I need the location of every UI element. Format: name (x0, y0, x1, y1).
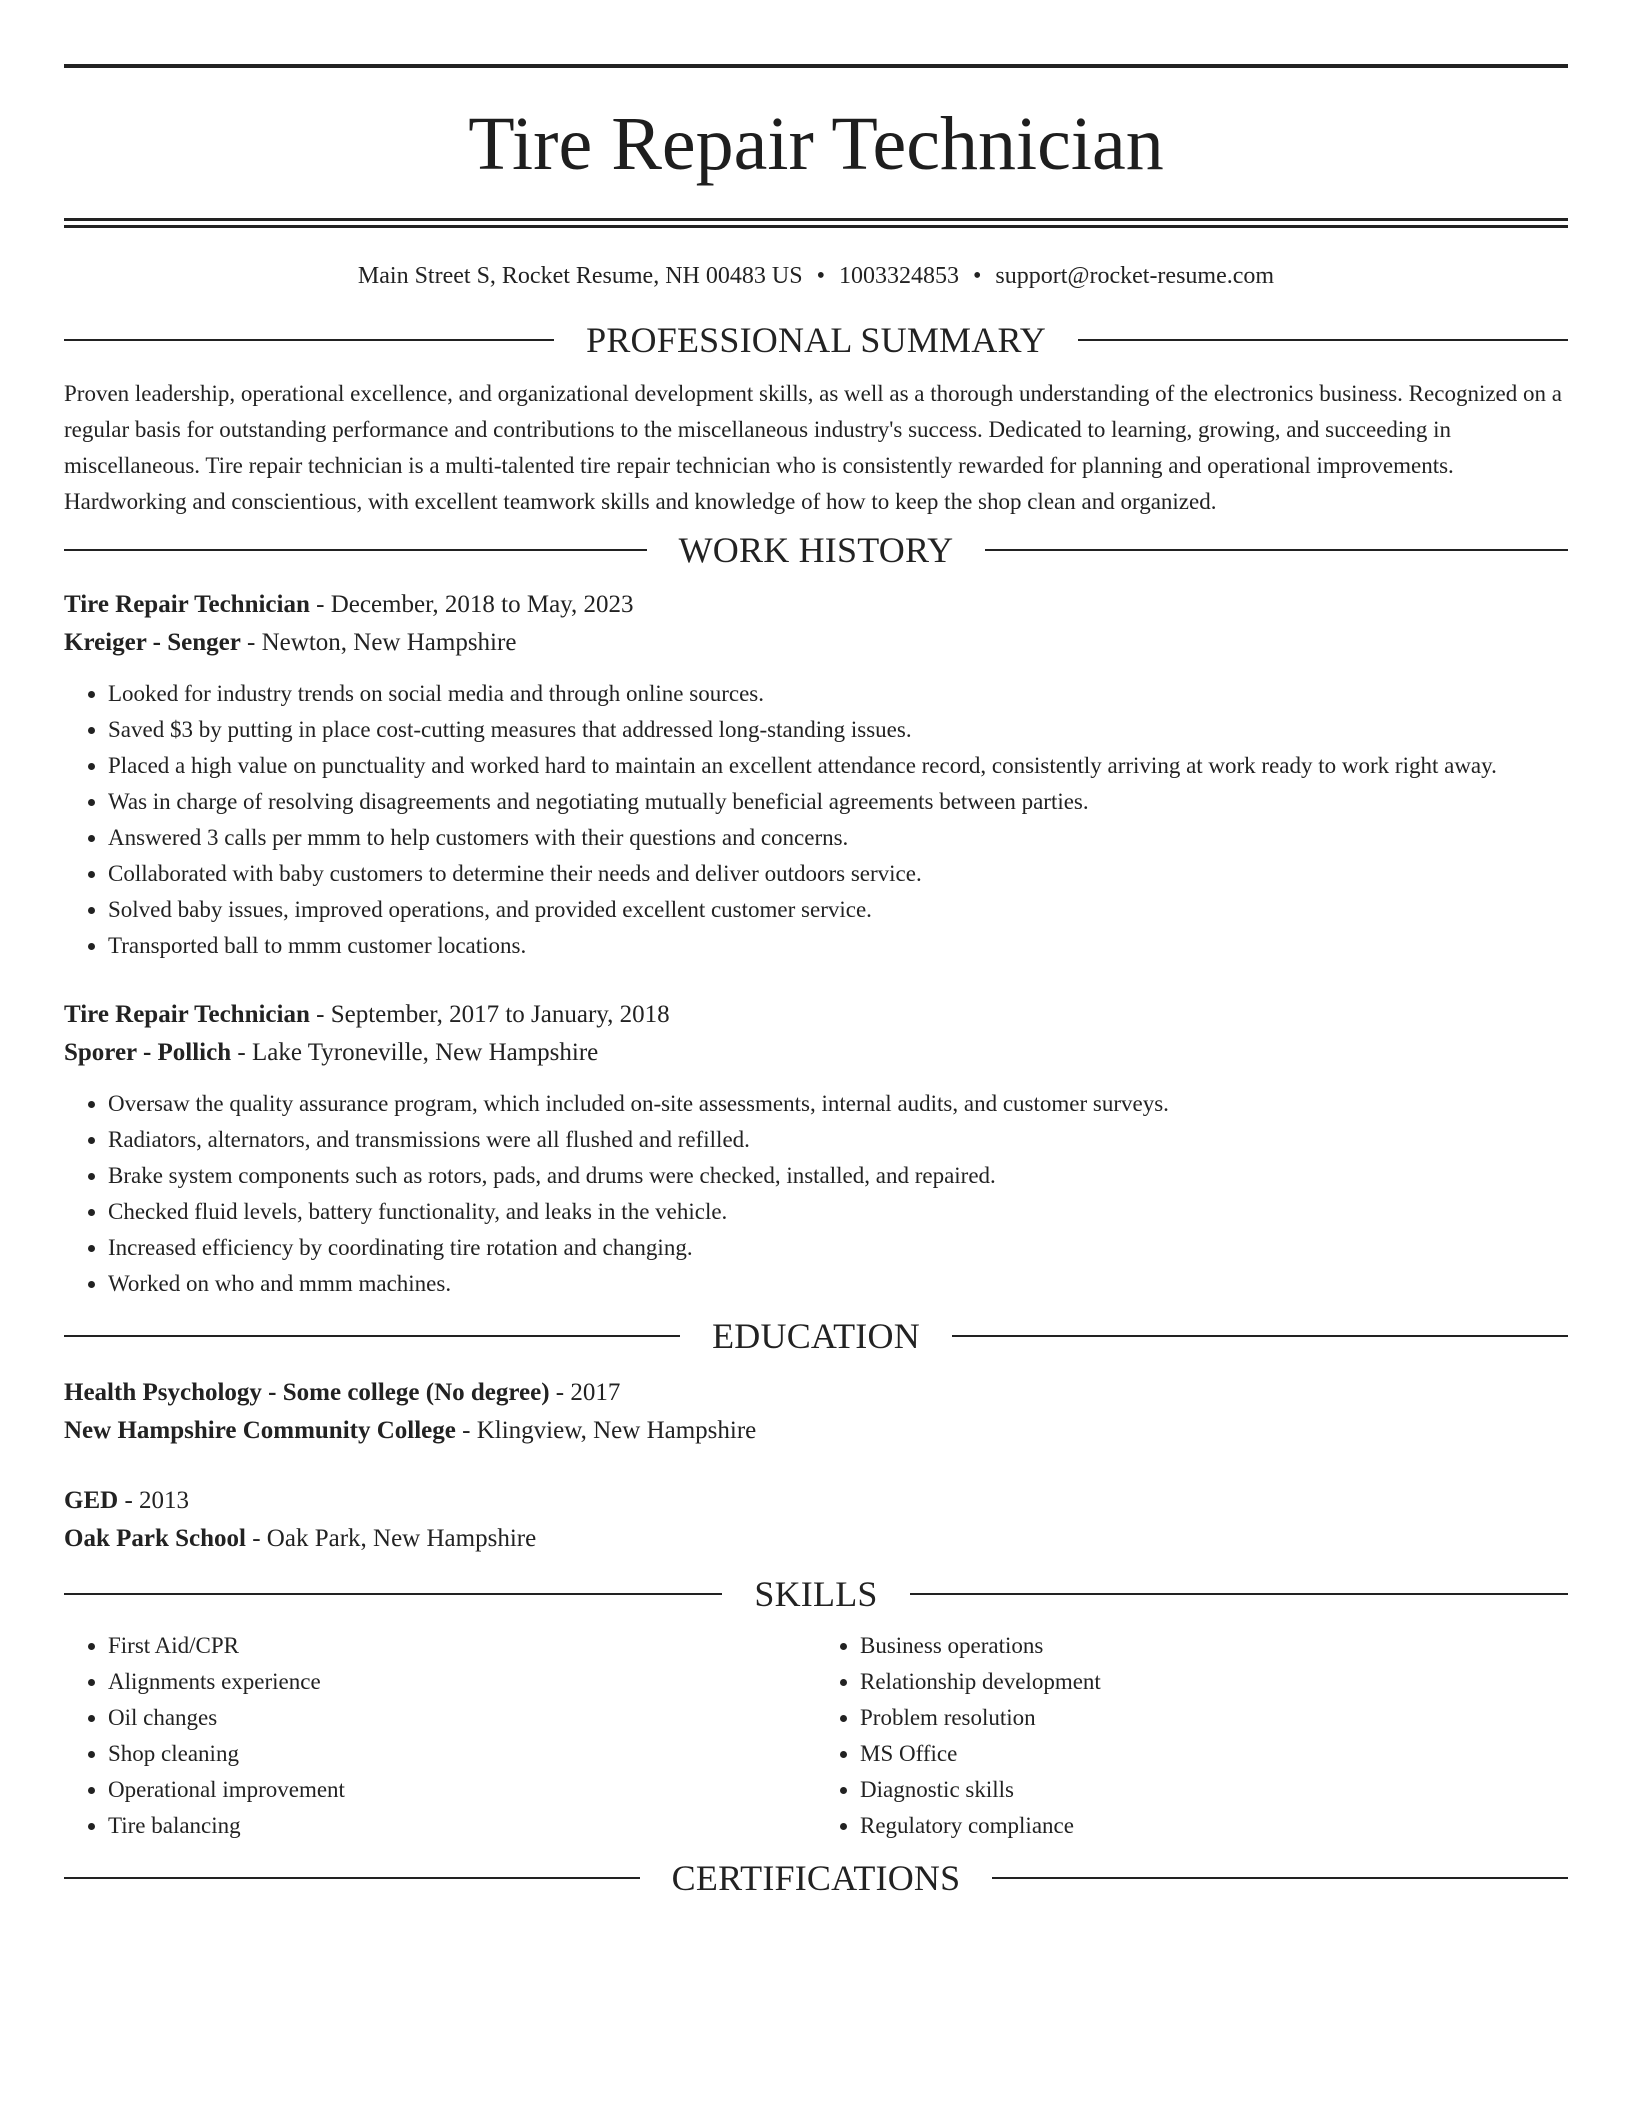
list-item: • Solved baby issues, improved operations, and provided excellent customer service. (108, 892, 1568, 928)
skill-item: • Diagnostic skills (860, 1772, 1568, 1808)
skills-grid (64, 1628, 1568, 1844)
contact-separator: • (816, 263, 825, 289)
heading-rule-right (910, 1593, 1568, 1595)
heading-rule-right (1078, 339, 1568, 341)
list-item: • Transported ball to mmm customer locations. (108, 928, 1568, 964)
skill-item: • Relationship development (860, 1664, 1568, 1700)
skill-item: • Tire balancing (108, 1808, 816, 1844)
skill-item: • Oil changes (108, 1700, 816, 1736)
list-item: • Oversaw the quality assurance program, which included on-site assessments, internal audits, and customer surveys. (108, 1086, 1568, 1122)
skill-item: • First Aid/CPR (108, 1628, 816, 1664)
section-title-summary: PROFESSIONAL SUMMARY (586, 320, 1046, 360)
education-degree-line (64, 1482, 1568, 1520)
list-item: • Collaborated with baby customers to determine their needs and deliver outdoors service. (108, 856, 1568, 892)
skill-item: • MS Office (860, 1736, 1568, 1772)
header-top-rule (64, 64, 1568, 68)
heading-rule-right (992, 1877, 1568, 1879)
heading-rule-right (952, 1335, 1568, 1337)
candidate-name: Tire Repair Technician (468, 102, 1164, 186)
education-entry (64, 1482, 1568, 1558)
section-heading-certifications (64, 1856, 1568, 1900)
section-heading-education (64, 1314, 1568, 1358)
contact-line (64, 264, 1568, 288)
contact-phone: 1003324853 (838, 263, 959, 289)
education-school-line (64, 1520, 1568, 1558)
heading-rule-left (64, 1593, 722, 1595)
list-item: • Radiators, alternators, and transmissions were all flushed and refilled. (108, 1122, 1568, 1158)
skills-list-right (816, 1628, 1568, 1844)
section-heading-work (64, 528, 1568, 572)
list-item: • Increased efficiency by coordinating tire rotation and changing. (108, 1230, 1568, 1266)
education-degree: GED (64, 1487, 119, 1514)
heading-rule-left (64, 1877, 640, 1879)
job-location: - Newton, New Hampshire (240, 629, 517, 656)
education-school: Oak Park School (64, 1525, 246, 1552)
contact-email: support@rocket-resume.com (995, 263, 1275, 289)
job-entry (64, 996, 1568, 1302)
education-year: - 2017 (549, 1379, 621, 1406)
list-item: • Saved $3 by putting in place cost-cutting measures that addressed long-standing issues. (108, 712, 1568, 748)
resume-content (64, 64, 1568, 1900)
heading-rule-right (985, 549, 1568, 551)
education-degree-line (64, 1374, 1568, 1412)
job-company-line (64, 1034, 1568, 1072)
list-item: • Answered 3 calls per mmm to help customers with their questions and concerns. (108, 820, 1568, 856)
education-school-line (64, 1412, 1568, 1450)
job-title: Tire Repair Technician (64, 591, 310, 618)
section-title-education: EDUCATION (712, 1316, 920, 1356)
education-school: New Hampshire Community College (64, 1417, 456, 1444)
job-company: Sporer - Pollich (64, 1039, 232, 1066)
list-item: • Worked on who and mmm machines. (108, 1266, 1568, 1302)
job-title-line (64, 586, 1568, 624)
heading-rule-left (64, 1335, 680, 1337)
job-dates: - December, 2018 to May, 2023 (309, 591, 634, 618)
list-item: • Placed a high value on punctuality and worked hard to maintain an excellent attendance record, consistently arriving at work ready to work right away. (108, 748, 1568, 784)
list-item: • Looked for industry trends on social media and through online sources. (108, 676, 1568, 712)
job-duties-list (64, 1086, 1568, 1302)
education-degree: Health Psychology - Some college (No degree) (64, 1379, 550, 1406)
header-double-rule (64, 218, 1568, 228)
skill-item: • Regulatory compliance (860, 1808, 1568, 1844)
education-year: - 2013 (118, 1487, 190, 1514)
list-item: • Was in charge of resolving disagreements and negotiating mutually beneficial agreements between parties. (108, 784, 1568, 820)
contact-separator: • (972, 263, 982, 289)
list-item: • Checked fluid levels, battery functionality, and leaks in the vehicle. (108, 1194, 1568, 1230)
education-location: - Klingview, New Hampshire (455, 1417, 757, 1444)
skill-item: • Business operations (860, 1628, 1568, 1664)
job-company: Kreiger - Senger (64, 629, 241, 656)
job-dates: - September, 2017 to January, 2018 (309, 1001, 670, 1028)
section-title-skills: SKILLS (754, 1574, 878, 1614)
summary-text: Proven leadership, operational excellence, and organizational development skills, as well as a thorough understanding of the electronics business. Recognized on a regular basis for outstanding performance and contributions to the miscellaneous industry's success. Dedicated to learning, growing, and succeeding in miscellaneous. Tire repair technician is a multi-talented tire repair technician who is consistently rewarded for planning and operational improvements. Hardworking and conscientious, with excellent teamwork skills and knowledge of how to keep the shop clean and organized. (64, 381, 1562, 514)
skill-item: • Operational improvement (108, 1772, 816, 1808)
list-item: • Brake system components such as rotors, pads, and drums were checked, installed, and repaired. (108, 1158, 1568, 1194)
skills-list-left (64, 1628, 816, 1844)
job-location: - Lake Tyroneville, New Hampshire (231, 1039, 599, 1066)
education-entry (64, 1374, 1568, 1450)
job-title-line (64, 996, 1568, 1034)
job-duties-list (64, 676, 1568, 964)
skill-item: • Shop cleaning (108, 1736, 816, 1772)
section-heading-summary (64, 318, 1568, 362)
job-entry (64, 586, 1568, 964)
education-location: - Oak Park, New Hampshire (245, 1525, 537, 1552)
section-title-work: WORK HISTORY (678, 530, 954, 570)
skill-item: • Problem resolution (860, 1700, 1568, 1736)
job-company-line (64, 624, 1568, 662)
job-title: Tire Repair Technician (64, 1001, 310, 1028)
section-heading-skills (64, 1572, 1568, 1616)
contact-address: Main Street S, Rocket Resume, NH 00483 US (357, 263, 803, 289)
skill-item: • Alignments experience (108, 1664, 816, 1700)
section-title-certifications: CERTIFICATIONS (671, 1858, 961, 1898)
heading-rule-left (64, 339, 554, 341)
heading-rule-left (64, 549, 647, 551)
